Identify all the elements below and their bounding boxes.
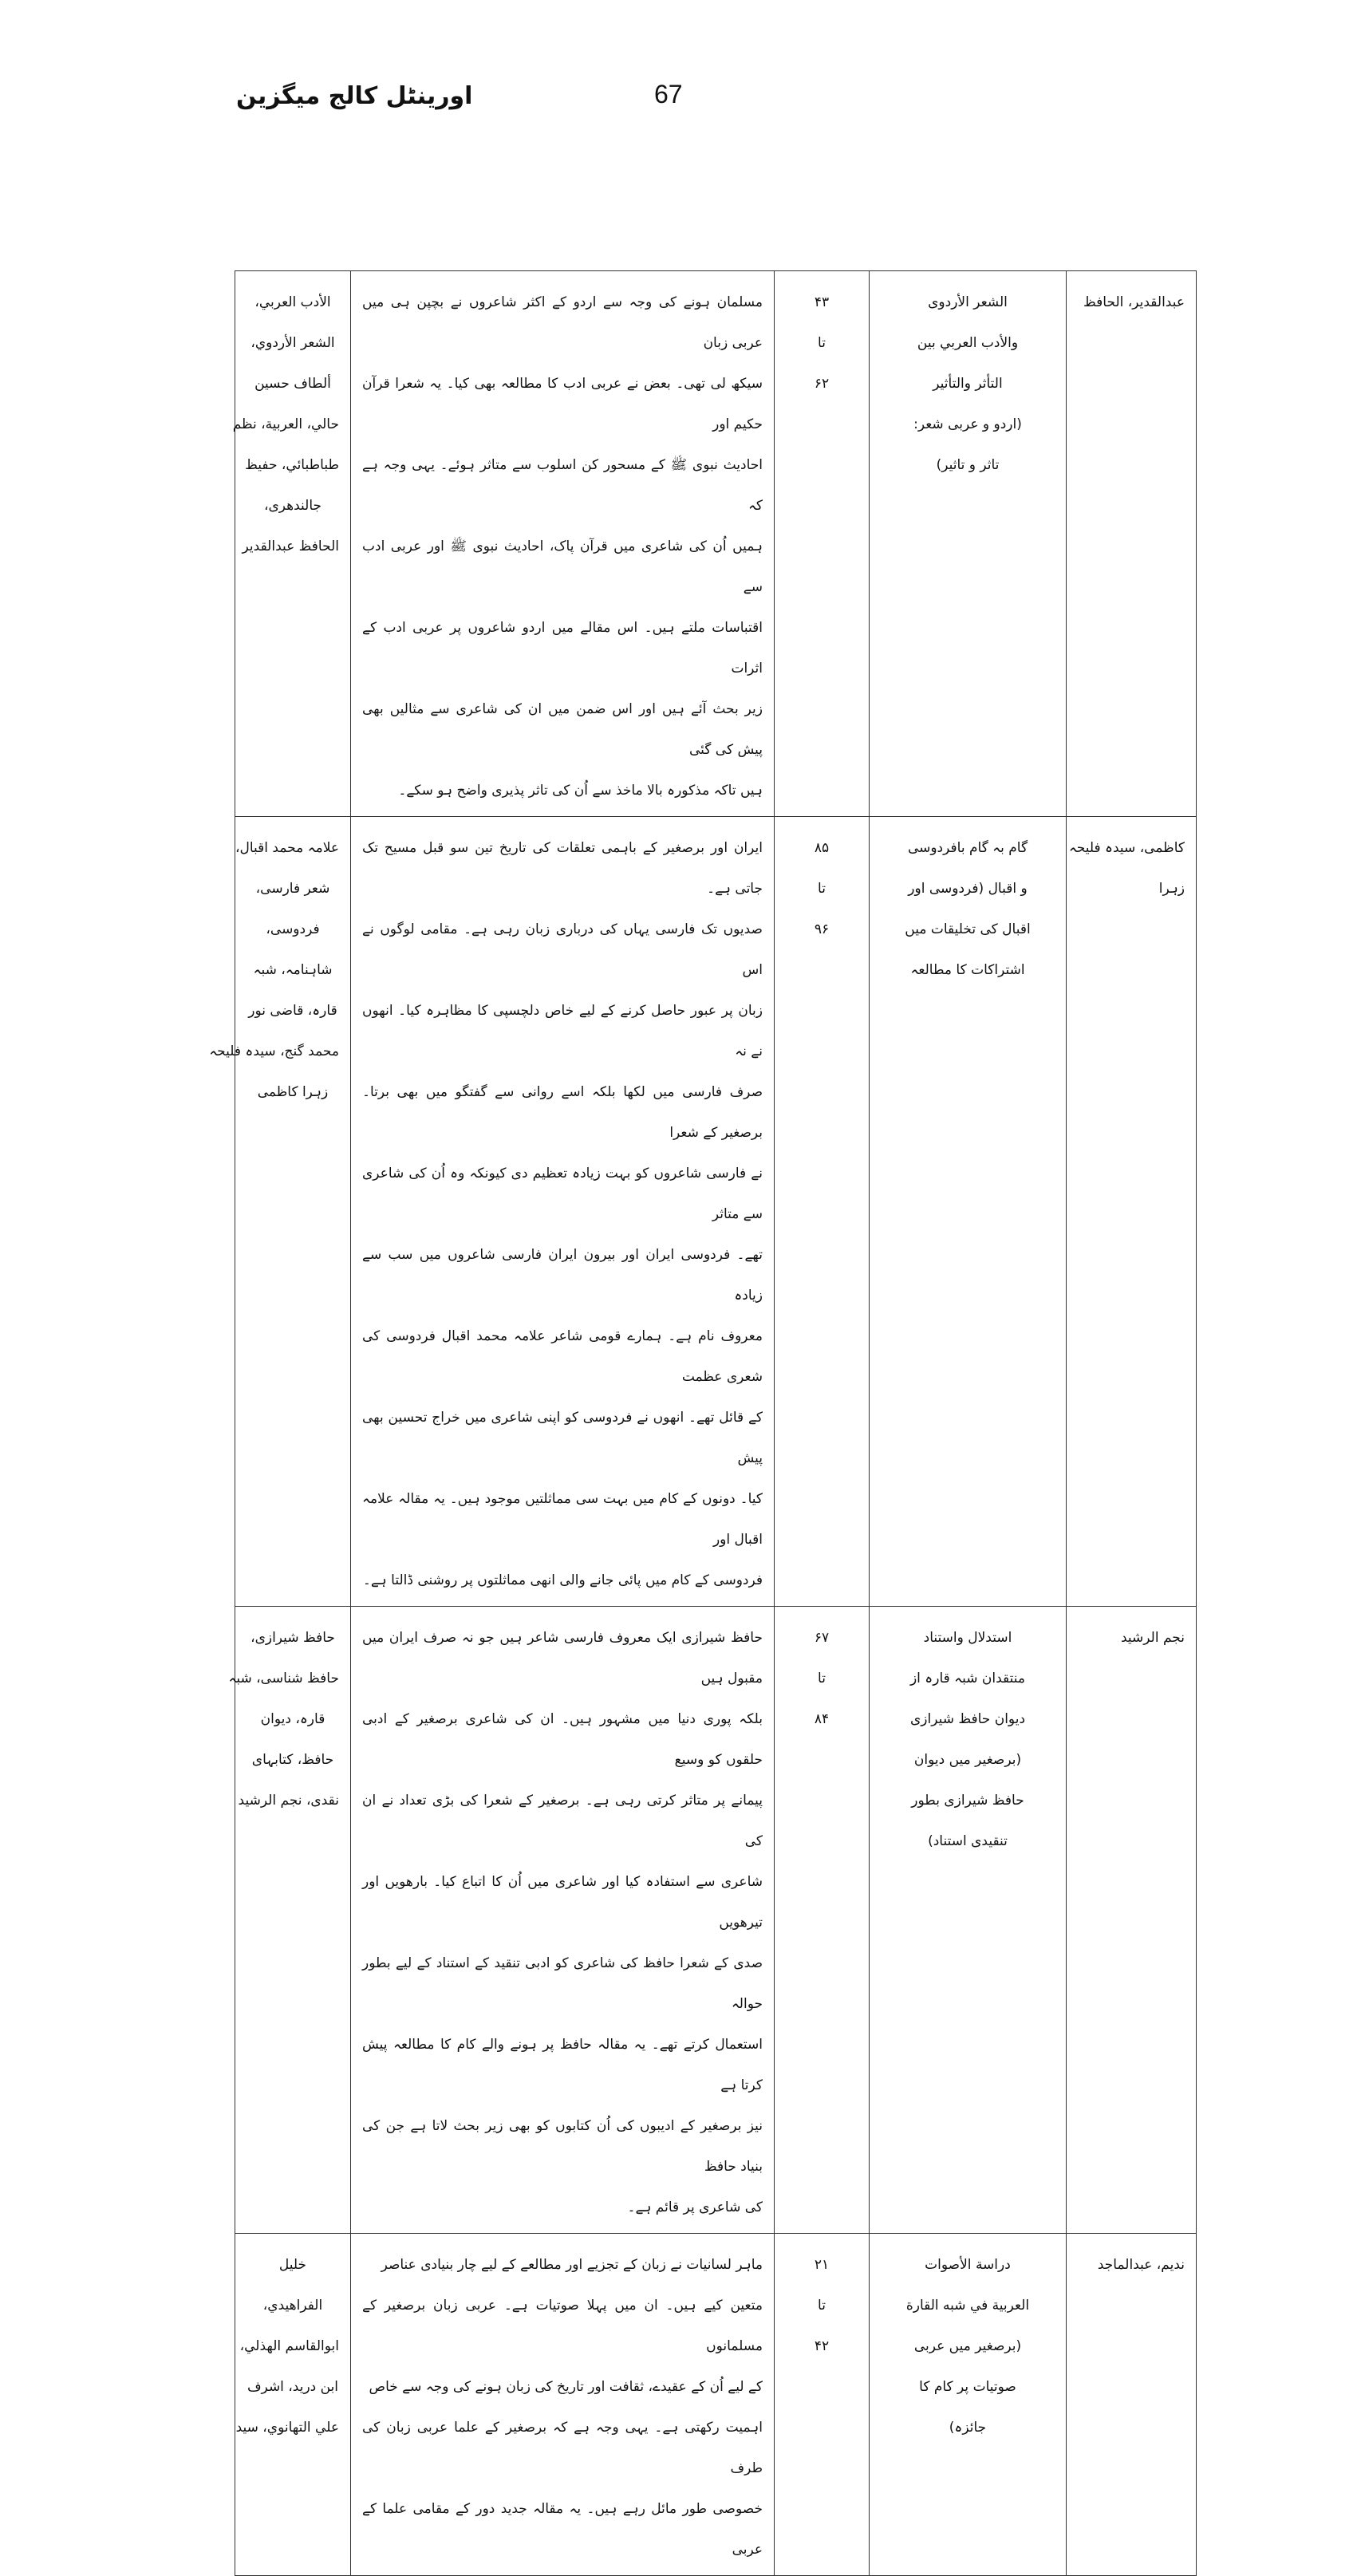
keywords-line: محمد گنج، سیدہ فلیحہ [209,1043,339,1059]
keywords-cell [209,817,351,1607]
pages-line: ۹۶ [814,921,830,937]
summary-line: نے فارسی شاعروں کو بہت زیادہ تعظیم دی کیونکہ وہ اُن کی شاعری سے متاثر [362,1166,763,1222]
keywords-line: حافظ، کتابہای [251,1752,334,1768]
summary-line: متعین کیے ہیں۔ ان میں پہلا صوتیات ہے۔ عربی زبان برصغیر کے مسلمانوں [362,2298,763,2354]
pages-line: ۶۲ [814,376,830,392]
title-line: العربية في شبه القارة [905,2298,1030,2314]
summary-line: نیز برصغیر کے ادیبوں کی اُن کتابوں کو بھی زیر بحث لاتا ہے جن کی بنیاد حافظ [362,2118,763,2175]
title-line: (برصغیر میں عربی [913,2338,1022,2354]
author-line: زہرا [1158,881,1185,897]
keywords-line: نقدی، نجم الرشید [238,1793,339,1809]
title-line: (برصغیر میں دیوان [913,1752,1022,1768]
title-line: والأدب العربي بين [917,335,1019,351]
keywords-line: علامہ محمد اقبال، [235,840,339,856]
summary-line: زیر بحث آئے ہیں اور اس ضمن میں ان کی شاعری سے مثالیں بھی پیش کی گئی [362,701,763,758]
summary-line: حافظ شیرازی ایک معروف فارسی شاعر ہیں جو نہ صرف ایران میں مقبول ہیں [362,1630,763,1686]
pages-cell [775,2234,870,2576]
summary-line: فردوسی کے کام میں پائی جانے والی انھی مماثلتوں پر روشنی ڈالتا ہے۔ [362,1572,763,1588]
keywords-line: الحافظ عبدالقدير [242,538,339,554]
table-row [235,2234,1197,2576]
title-cell [870,1607,1067,2234]
summary-cell [351,271,775,817]
table-row [235,817,1197,1607]
author-line: ندیم، عبدالماجد [1097,2257,1185,2273]
pages-line: تا [818,1671,826,1686]
keywords-line: خليل [278,2257,307,2273]
keywords-cell [232,271,351,817]
table-row [235,271,1197,817]
keywords-line: جالندھری، [263,498,322,514]
table-body [209,271,1197,2576]
summary-line: اقتباسات ملتے ہیں۔ اس مقالے میں اردو شاعروں پر عربی ادب کے اثرات [362,620,763,677]
title-line: گام بہ گام بافردوسی [907,840,1028,856]
title-line: و اقبال (فردوسی اور [908,881,1028,897]
keywords-line: شاہنامہ، شبہ [253,962,333,978]
keywords-line: فردوسی، [266,921,320,937]
summary-line: صدیوں تک فارسی یہاں کی درباری زبان رہی ہے۔ مقامی لوگوں نے اس [362,921,763,978]
keywords-line: شعر فارسی، [255,881,330,897]
title-line: صوتیات پر کام کا [919,2379,1016,2395]
title-line: التأثر والتأثير [933,376,1003,392]
keywords-line: قارہ، قاضی نور [248,1003,337,1019]
table-row [235,1607,1197,2234]
summary-line: سیکھ لی تھی۔ بعض نے عربی ادب کا مطالعہ بھی کیا۔ یہ شعرا قرآن حکیم اور [362,376,763,432]
keywords-line: الأدب العربي، [254,294,331,310]
title-line: استدلال واستناد [923,1630,1012,1646]
title-line: اقبال کی تخلیقات میں [905,921,1031,937]
summary-line: معروف نام ہے۔ ہمارے قومی شاعر علامہ محمد اقبال فردوسی کی شعری عظمت [362,1328,763,1385]
keywords-line: قارہ، دیوان [260,1711,325,1727]
summary-line: ماہر لسانیات نے زبان کے تجزیے اور مطالعے کے لیے چار بنیادی عناصر [381,2257,763,2273]
summary-line: بلکہ پوری دنیا میں مشہور ہیں۔ ان کی شاعری برصغیر کے ادبی حلقوں کو وسیع [362,1711,763,1768]
pages-line: ۲۱ [814,2257,830,2273]
title-line: حافظ شیرازی بطور [911,1793,1024,1809]
summary-line: کے لیے اُن کے عقیدے، ثقافت اور تاریخ کی زبان ہونے کی وجہ سے خاص [369,2379,763,2395]
keywords-line: الشعر الأردوي، [250,335,335,351]
keywords-line: طباطبائي، حفيظ [245,457,339,473]
summary-cell [351,817,775,1607]
keywords-cell [235,2234,351,2576]
summary-line: کے قائل تھے۔ انھوں نے فردوسی کو اپنی شاعری میں خراج تحسین بھی پیش [362,1410,763,1466]
pages-cell [775,1607,870,2234]
journal-title: اورینٹل کالج میگزین [236,82,473,110]
summary-line: زبان پر عبور حاصل کرنے کے لیے خاص دلچسپی کا مظاہرہ کیا۔ انھوں نے نہ [362,1003,763,1059]
pages-cell [775,817,870,1607]
title-line: جائزہ) [949,2420,987,2436]
title-line: الشعر الأردوی [928,294,1008,310]
keywords-line: علي التهانوي، سيد [235,2420,339,2436]
author-cell [1067,1607,1197,2234]
author-cell [1067,817,1197,1607]
summary-line: استعمال کرتے تھے۔ یہ مقالہ حافظ پر ہونے والے کام کا مطالعہ پیش کرتا ہے [362,2037,763,2093]
pages-line: ۴۳ [814,294,830,310]
title-cell [870,2234,1067,2576]
summary-line: کیا۔ دونوں کے کام میں بہت سی مماثلتیں موجود ہیں۔ یہ مقالہ علامہ اقبال اور [362,1491,763,1548]
keywords-cell [228,1607,351,2234]
page-number: 67 [654,80,683,108]
pages-line: ۸۴ [814,1711,830,1727]
author-line: نجم الرشید [1120,1630,1185,1646]
pages-line: تا [818,881,826,897]
keywords-line: الفراهيدي، [262,2298,323,2314]
summary-line: تھے۔ فردوسی ایران اور بیرون ایران فارسی شاعروں میں سب سے زیادہ [362,1247,763,1304]
title-line: اشتراکات کا مطالعہ [910,962,1025,978]
author-cell [1067,2234,1197,2576]
summary-line: شاعری سے استفادہ کیا اور شاعری میں اُن کا اتباع کیا۔ بارھویں اور تیرھویں [362,1874,763,1931]
summary-line: ہمیں اُن کی شاعری میں قرآن پاک، احادیث نبوی ﷺ اور عربی ادب سے [362,538,763,595]
title-line: دیوان حافظ شیرازی [909,1711,1026,1727]
pages-line: ۸۵ [814,840,830,856]
title-cell [870,271,1067,817]
summary-line: صرف فارسی میں لکھا بلکہ اسے روانی سے گفتگو میں بھی برتا۔ برصغیر کے شعرا [362,1084,763,1141]
keywords-line: زہرا کاظمی [257,1084,329,1100]
summary-line: ایران اور برصغیر کے باہمی تعلقات کی تاریخ تین سو قبل مسیح تک جاتی ہے۔ [362,840,763,897]
summary-line: صدی کے شعرا حافظ کی شاعری کو ادبی تنقید کے استناد کے لیے بطور حوالہ [362,1955,763,2012]
keywords-line: ألطاف حسين [254,376,331,392]
pages-cell [775,271,870,817]
title-line: تاثر و تاثیر) [936,457,1000,473]
title-line: (اردو و عربی شعر: [913,416,1022,432]
summary-cell [351,1607,775,2234]
pages-line: تا [818,2298,826,2314]
summary-line: کی شاعری پر قائم ہے۔ [627,2199,763,2215]
keywords-line: ابن دريد، اشرف [247,2379,339,2395]
author-line: کاظمی، سیدہ فلیحہ [1068,840,1185,856]
title-line: منتقدان شبہ قارہ از [909,1671,1026,1686]
title-line: تنقیدی استناد) [928,1833,1008,1849]
summary-line: ہیں تاکہ مذکورہ بالا ماخذ سے اُن کی تاثر پذیری واضح ہو سکے۔ [398,783,763,799]
keywords-line: ابوالقاسم الهذلي، [239,2338,339,2354]
keywords-line: حالي، العربية، نظم [232,416,339,432]
keywords-line: حافظ شیرازی، [250,1630,335,1646]
summary-line: خصوصی طور مائل رہے ہیں۔ یہ مقالہ جدید دور کے مقامی علما کے عربی [362,2501,763,2558]
title-line: دراسة الأصوات [925,2257,1011,2273]
summary-line: احادیث نبوی ﷺ کے مسحور کن اسلوب سے متاثر ہوئے۔ یہی وجہ ہے کہ [362,457,763,514]
pages-line: ۴۲ [814,2338,830,2354]
pages-line: تا [818,335,826,351]
author-line: عبدالقدیر، الحافظ [1083,294,1185,310]
summary-line: اہمیت رکھتی ہے۔ یہی وجہ ہے کہ برصغیر کے علما عربی زبان کی طرف [362,2420,763,2476]
title-cell [870,817,1067,1607]
summary-cell [351,2234,775,2576]
summary-line: مسلمان ہونے کی وجہ سے اردو کے اکثر شاعروں نے بچپن ہی میں عربی زبان [362,294,763,351]
pages-line: ۶۷ [814,1630,830,1646]
summary-line: پیمانے پر متاثر کرتی رہی ہے۔ برصغیر کے شعرا کی بڑی تعداد نے ان کی [362,1793,763,1849]
keywords-line: حافظ شناسی، شبہ [228,1671,339,1686]
article-index-table [209,270,1197,2576]
author-cell [1067,271,1197,817]
